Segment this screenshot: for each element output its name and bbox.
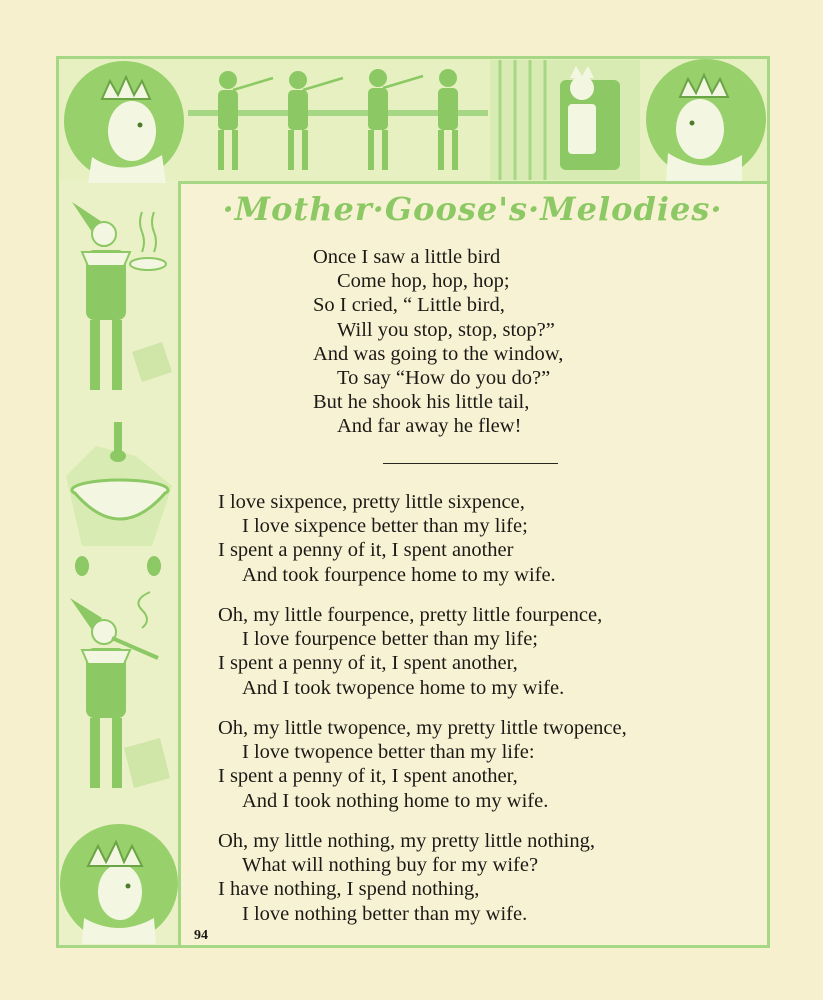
poem-line: I spent a penny of it, I spent another, xyxy=(218,652,518,675)
jester-with-bowl-icon xyxy=(62,192,176,412)
poem-line: Oh, my little nothing, my pretty little nothing, xyxy=(218,830,595,852)
poem-line: Will you stop, stop, stop?” xyxy=(337,318,555,341)
poem-line: I love nothing better than my wife. xyxy=(242,902,528,925)
poem-line: Oh, my little fourpence, pretty little fourpence, xyxy=(218,604,603,626)
poem-line: And I took nothing home to my wife. xyxy=(242,789,549,812)
jester-with-pipe-icon xyxy=(62,588,176,808)
procession-figures-icon xyxy=(188,60,488,180)
poem-line: And was going to the window, xyxy=(313,342,564,365)
poem-fourpence xyxy=(218,603,602,700)
poem-nothing xyxy=(218,829,595,926)
king-on-throne-icon xyxy=(490,60,640,180)
poem-line: And took fourpence home to my wife. xyxy=(242,563,556,586)
punch-bowl-with-fiddles-icon xyxy=(62,416,176,586)
poem-line: What will nothing buy for my wife? xyxy=(242,854,539,877)
poem-line: But he shook his little tail, xyxy=(313,391,530,414)
king-medallion-left-icon xyxy=(62,59,186,183)
poem-line: I spent a penny of it, I spent another, xyxy=(218,765,518,788)
poem-sixpence xyxy=(218,490,556,587)
poem-line: I love sixpence, pretty little sixpence, xyxy=(218,491,525,513)
poem-line: I have nothing, I spend nothing, xyxy=(218,878,480,901)
queen-medallion-icon xyxy=(58,822,180,944)
poem-line: Come hop, hop, hop; xyxy=(337,270,510,293)
poem-twopence xyxy=(218,716,627,813)
section-divider xyxy=(383,463,558,464)
poem-line: So I cried, “ Little bird, xyxy=(313,294,505,317)
poem-line: And far away he flew! xyxy=(337,415,522,438)
poem-line: I love twopence better than my life: xyxy=(242,741,535,764)
poem-line: To say “How do you do?” xyxy=(337,367,551,390)
poem-line: And I took twopence home to my wife. xyxy=(242,676,565,699)
poem-line: Once I saw a little bird xyxy=(313,246,501,268)
poem-line: I spent a penny of it, I spent another xyxy=(218,539,514,562)
king-medallion-right-icon xyxy=(644,57,768,181)
poem-line: Oh, my little twopence, my pretty little twopence, xyxy=(218,717,627,739)
page-number: 94 xyxy=(194,928,208,943)
page-title: ·Mother·Goose's·Melodies· xyxy=(222,190,723,228)
poem-line: I love fourpence better than my life; xyxy=(242,628,538,651)
poem-line: I love sixpence better than my life; xyxy=(242,515,528,538)
poem-bird xyxy=(313,245,563,439)
